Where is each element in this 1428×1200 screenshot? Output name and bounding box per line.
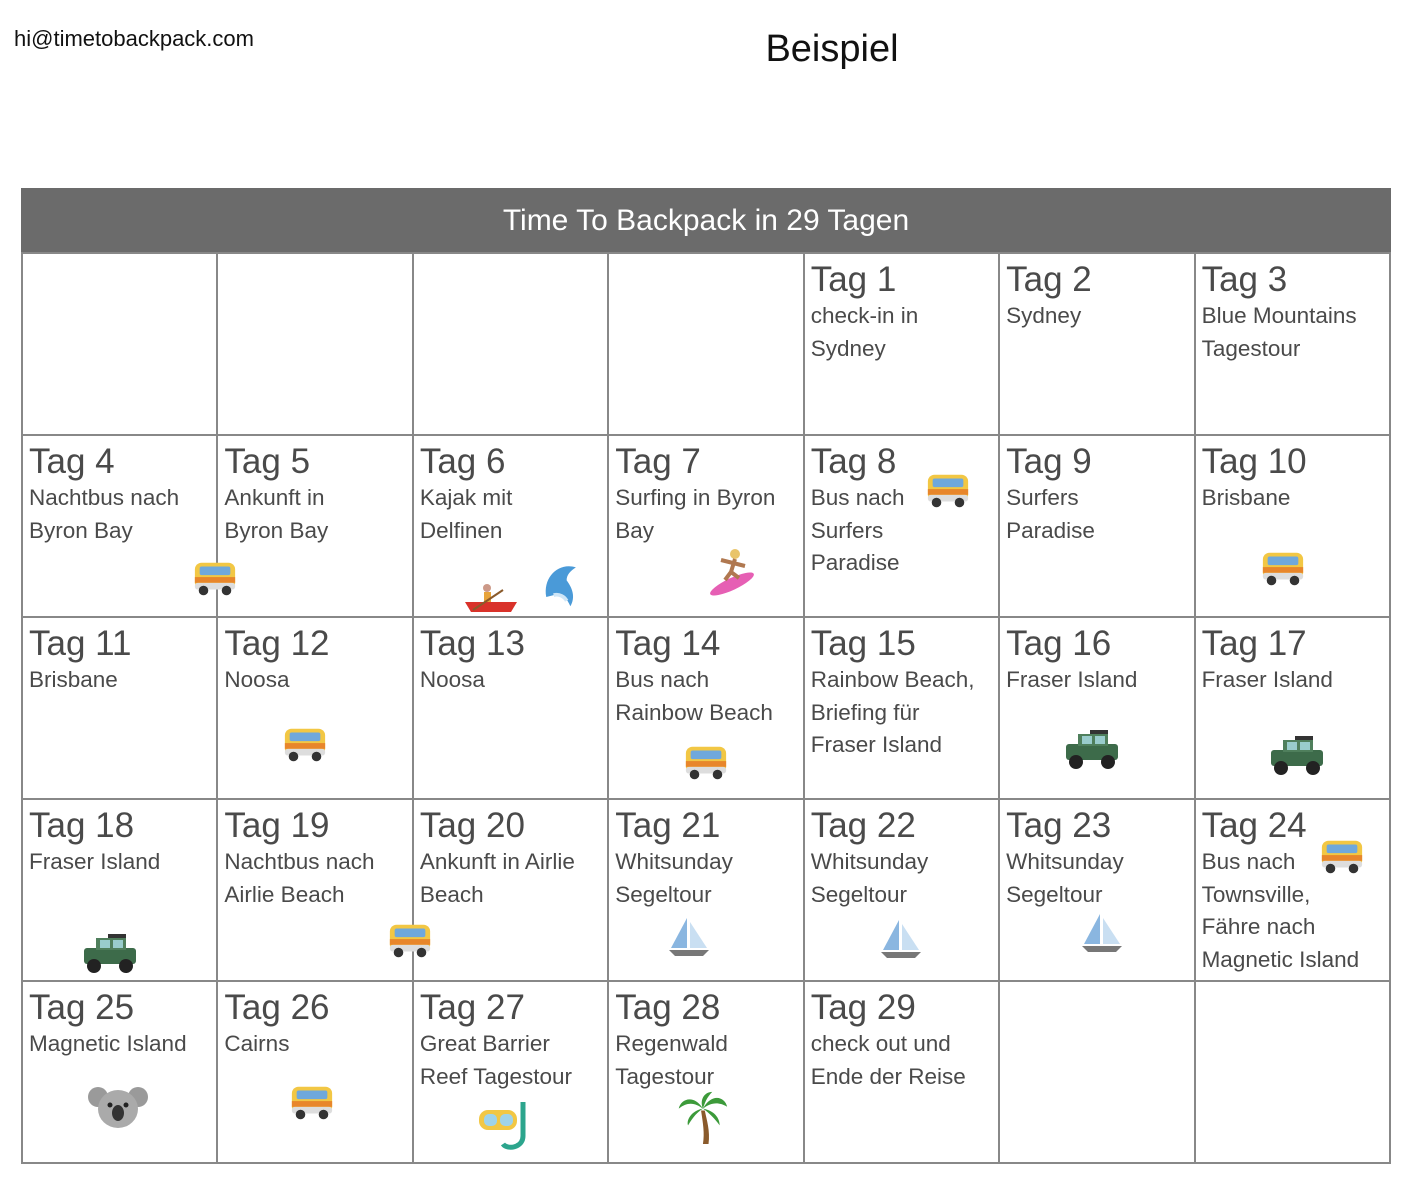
dolphin-icon (537, 560, 587, 610)
day-description: Whitsunday Segeltour (1006, 849, 1124, 907)
day-cell (609, 982, 804, 1164)
day-label: Tag 4 (29, 442, 115, 481)
day-description: Ankunft in Airlie Beach (419, 849, 575, 907)
day-label: Tag 3 (1201, 260, 1288, 299)
day-label: Tag 19 (224, 806, 330, 845)
day-cell (414, 800, 609, 982)
bus-icon (289, 1080, 335, 1126)
day-label: Tag 16 (1006, 624, 1112, 663)
koala-icon (88, 1076, 148, 1136)
day-label: Tag 15 (810, 624, 916, 663)
day-description: Sydney (1006, 303, 1082, 328)
sailboat-icon (1080, 912, 1124, 956)
calendar-header: Time To Backpack in 29 Tagen (21, 188, 1391, 252)
day-cell (23, 982, 218, 1164)
day-cell (805, 982, 1000, 1164)
day-cell (218, 982, 413, 1164)
day-cell (23, 436, 218, 618)
day-cell (1000, 618, 1195, 800)
snorkel-icon (477, 1100, 533, 1156)
day-cell (609, 618, 804, 800)
day-label: Tag 27 (419, 988, 525, 1027)
day-description: Fraser Island (1201, 667, 1333, 692)
day-cell (23, 800, 218, 982)
day-description: Noosa (419, 667, 485, 692)
bus-icon (683, 740, 729, 786)
day-cell (1196, 618, 1391, 800)
day-description: Whitsunday Segeltour (810, 849, 929, 907)
jeep-icon (1265, 724, 1329, 788)
day-label: Tag 14 (615, 624, 721, 663)
day-description: Surfing in Byron Bay (615, 485, 776, 543)
day-description: Nachtbus nach Byron Bay (29, 485, 180, 543)
day-label: Tag 11 (29, 624, 132, 663)
day-label: Tag 29 (810, 988, 916, 1027)
day-description: Kajak mit Delfinen (419, 485, 513, 543)
day-description: Blue Mountains Tagestour (1201, 303, 1357, 361)
day-cell (1196, 436, 1391, 618)
day-cell (1196, 254, 1391, 436)
bus-icon (925, 468, 971, 514)
day-description: Fraser Island (1006, 667, 1138, 692)
empty-cell (1196, 982, 1391, 1164)
sailboat-icon (879, 918, 923, 962)
sailboat-icon (667, 916, 711, 960)
day-label: Tag 24 (1201, 806, 1307, 845)
day-description: Great Barrier Reef Tagestour (419, 1031, 573, 1089)
day-description: Nachtbus nach Airlie Beach (224, 849, 375, 907)
day-label: Tag 18 (29, 806, 135, 845)
day-description: Brisbane (29, 667, 118, 692)
empty-cell (414, 254, 609, 436)
day-label: Tag 23 (1006, 806, 1112, 845)
jeep-icon (78, 922, 142, 986)
day-label: Tag 7 (615, 442, 701, 481)
day-label: Tag 22 (810, 806, 916, 845)
day-cell (609, 800, 804, 982)
day-description: Surfers Paradise (1006, 485, 1095, 543)
day-label: Tag 8 (810, 442, 897, 481)
day-label: Tag 20 (419, 806, 525, 845)
day-description: Bus nach Rainbow Beach (615, 667, 773, 725)
calendar-table (21, 188, 1391, 1164)
empty-cell (609, 254, 804, 436)
surfer-icon (707, 546, 757, 596)
day-label: Tag 9 (1006, 442, 1092, 481)
day-cell (414, 436, 609, 618)
page-title: Beispiel (765, 28, 899, 70)
palm-tree-icon (675, 1090, 729, 1144)
day-label: Tag 12 (224, 624, 330, 663)
day-description: check-in in Sydney (810, 303, 919, 361)
day-cell (1000, 254, 1195, 436)
day-label: Tag 17 (1201, 624, 1307, 663)
day-description: Whitsunday Segeltour (615, 849, 733, 907)
day-cell (805, 618, 1000, 800)
bus-icon (1319, 834, 1365, 880)
day-cell (1196, 800, 1391, 982)
day-description: Fraser Island (29, 849, 161, 874)
day-description: Noosa (224, 667, 290, 692)
bus-icon (282, 722, 328, 768)
empty-cell (218, 254, 413, 436)
day-cell (609, 436, 804, 618)
day-cell (805, 436, 1000, 618)
day-cell (414, 618, 609, 800)
day-label: Tag 21 (615, 806, 721, 845)
day-description: Rainbow Beach, Briefing für Fraser Island (810, 667, 975, 757)
day-label: Tag 26 (224, 988, 330, 1027)
calendar-grid (21, 252, 1391, 1164)
day-description: Bus nach Townsville, Fähre nach Magnetic Island (1201, 849, 1360, 972)
day-label: Tag 1 (810, 260, 897, 299)
jeep-icon (1060, 718, 1124, 782)
day-label: Tag 28 (615, 988, 721, 1027)
day-cell (1000, 800, 1195, 982)
day-cell (23, 618, 218, 800)
day-cell (414, 982, 609, 1164)
bus-icon (1260, 546, 1306, 592)
email-address: hi@timetobackpack.com (14, 26, 254, 51)
day-description: Cairns (224, 1031, 290, 1056)
day-description: Bus nach Surfers Paradise (810, 485, 905, 575)
day-cell (805, 800, 1000, 982)
day-label: Tag 13 (419, 624, 525, 663)
day-cell (218, 618, 413, 800)
day-label: Tag 10 (1201, 442, 1307, 481)
day-description: Brisbane (1201, 485, 1291, 510)
day-description: Ankunft in Byron Bay (224, 485, 329, 543)
day-cell (218, 436, 413, 618)
empty-cell (23, 254, 218, 436)
day-cell (805, 254, 1000, 436)
day-cell (218, 800, 413, 982)
day-label: Tag 6 (419, 442, 506, 481)
day-description: Magnetic Island (29, 1031, 187, 1056)
day-label: Tag 25 (29, 988, 135, 1027)
day-label: Tag 2 (1006, 260, 1092, 299)
day-cell (1000, 436, 1195, 618)
day-description: check out und Ende der Reise (810, 1031, 966, 1089)
day-label: Tag 5 (224, 442, 311, 481)
day-description: Regenwald Tagestour (615, 1031, 728, 1089)
empty-cell (1000, 982, 1195, 1164)
